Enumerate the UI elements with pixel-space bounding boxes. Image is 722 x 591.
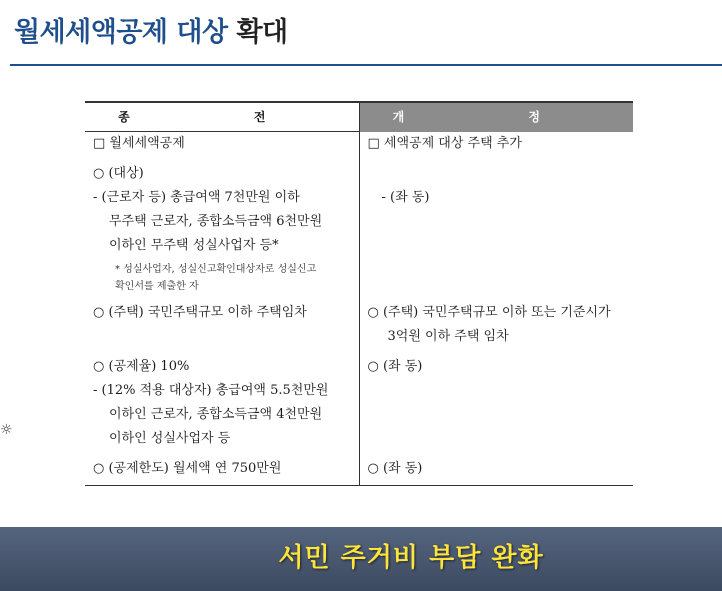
item-heading bbox=[368, 162, 628, 186]
item-text: 무주택 근로자, 종합소득금액 6천만원 bbox=[109, 214, 323, 229]
table-row bbox=[85, 156, 633, 295]
item-text: - (12% 적용 대상자) 총급여액 5.5천만원 bbox=[93, 383, 329, 398]
table-row bbox=[85, 295, 633, 349]
item-heading: ○ (공제율) 10% bbox=[93, 359, 190, 374]
header-after: 개 정 bbox=[359, 102, 633, 132]
item-heading: ○ (좌 동) bbox=[367, 359, 423, 374]
cell-after bbox=[359, 349, 633, 451]
header-before: 종 전 bbox=[85, 102, 359, 132]
item-heading: ○ (좌 동) bbox=[367, 461, 423, 476]
item-text: 이하인 성실사업자 등 bbox=[109, 431, 231, 446]
item-heading: ○ (주택) 국민주택규모 이하 또는 기준시가 bbox=[367, 305, 611, 320]
cell-before bbox=[85, 349, 359, 451]
item-text: 3억원 이하 주택 임차 bbox=[387, 329, 509, 344]
comparison-table bbox=[85, 101, 633, 486]
table-header-row bbox=[85, 102, 633, 132]
page-title-main: 월세세액공제 대상 bbox=[14, 17, 228, 48]
cell-before bbox=[85, 295, 359, 349]
item-text: 이하인 근로자, 종합소득금액 4천만원 bbox=[109, 407, 323, 422]
item-text: - (근로자 등) 총급여액 7천만원 이하 bbox=[93, 190, 300, 205]
section-heading: □ 세액공제 대상 주택 추가 bbox=[367, 136, 522, 151]
table-row bbox=[85, 349, 633, 451]
page-title bbox=[14, 10, 288, 49]
page-title-emphasis: 확대 bbox=[236, 17, 288, 48]
bottom-banner-text: 서민 주거비 부담 완화 bbox=[278, 543, 544, 573]
item-heading: ○ (주택) 국민주택규모 이하 주택임차 bbox=[93, 305, 307, 320]
footnote: 확인서를 제출한 자 bbox=[115, 281, 199, 292]
item-heading: ○ (공제한도) 월세액 연 750만원 bbox=[93, 461, 282, 476]
cell-after bbox=[359, 156, 633, 295]
item-text: - (좌 동) bbox=[381, 190, 430, 205]
cell-after bbox=[359, 451, 633, 486]
title-underline bbox=[10, 64, 722, 66]
cell-before bbox=[85, 451, 359, 486]
cell-after bbox=[359, 132, 633, 157]
cell-before bbox=[85, 156, 359, 295]
section-heading: □ 월세세액공제 bbox=[93, 136, 185, 151]
item-text: 이하인 무주택 성실사업자 등* bbox=[109, 238, 279, 253]
footnote: * 성실사업자, 성실신고확인대상자로 성실신고 bbox=[115, 264, 317, 275]
edge-mark-icon: ☼ bbox=[0, 422, 13, 438]
table-row bbox=[85, 132, 633, 157]
cell-after bbox=[359, 295, 633, 349]
item-heading: ○ (대상) bbox=[93, 166, 144, 181]
table-row bbox=[85, 451, 633, 486]
cell-before bbox=[85, 132, 359, 157]
